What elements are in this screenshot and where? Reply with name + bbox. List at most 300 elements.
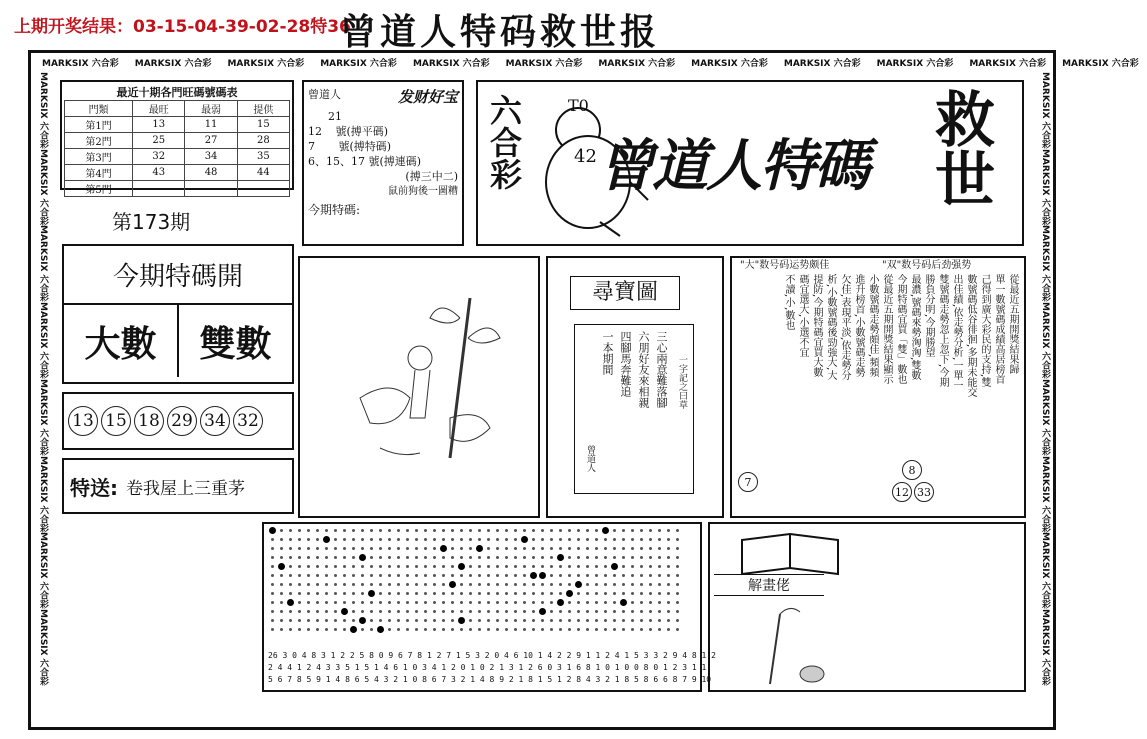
- grid-dot: [352, 565, 355, 568]
- grid-dot: [280, 583, 283, 586]
- article-column: 小數號碼走勢頗佳,頻頻: [867, 274, 878, 378]
- hint-cell: 48: [185, 165, 237, 181]
- grid-dot: [640, 556, 643, 559]
- grid-dot: [442, 583, 445, 586]
- grid-dot: [604, 619, 607, 622]
- fortune-footer: 鼠前狗後一圖糟: [388, 186, 458, 197]
- grid-dot: [451, 556, 454, 559]
- grid-dot: [631, 628, 634, 631]
- grid-dot: [557, 599, 564, 606]
- grid-dot: [397, 610, 400, 613]
- grid-dot: [505, 565, 508, 568]
- grid-dot: [550, 547, 553, 550]
- grid-dot: [370, 529, 373, 532]
- grid-dot: [622, 556, 625, 559]
- grid-dot: [469, 529, 472, 532]
- grid-dot: [469, 619, 472, 622]
- grid-dot: [325, 556, 328, 559]
- grid-dot: [433, 583, 436, 586]
- stripe-label: MARKSIX 六合彩: [598, 59, 676, 69]
- hint-cell: 25: [133, 133, 185, 149]
- grid-dot: [532, 529, 535, 532]
- grid-dot: [568, 628, 571, 631]
- grid-dot: [388, 547, 391, 550]
- grid-dot: [613, 556, 616, 559]
- grid-dot: [676, 601, 679, 604]
- hint-cell: 第1門: [65, 117, 133, 133]
- grid-dot: [289, 610, 292, 613]
- grid-dot: [343, 592, 346, 595]
- grid-dot: [361, 538, 364, 541]
- grid-dot: [289, 529, 292, 532]
- grid-dot: [271, 556, 274, 559]
- grid-dot: [658, 592, 661, 595]
- grid-dot: [325, 547, 328, 550]
- grid-dot: [676, 574, 679, 577]
- grid-dot: [550, 619, 553, 622]
- grid-dot: [595, 583, 598, 586]
- grid-dot: [622, 529, 625, 532]
- special-open-left: 大數: [64, 305, 179, 377]
- grid-dot: [676, 628, 679, 631]
- grid-dot: [586, 619, 589, 622]
- grid-dot: [280, 574, 283, 577]
- grid-dot: [514, 574, 517, 577]
- grid-dot: [577, 628, 580, 631]
- grid-dot: [496, 556, 499, 559]
- article-column: 從最近五期開獎結果顯示: [881, 274, 892, 384]
- grid-dot: [658, 565, 661, 568]
- grid-dot: [377, 626, 384, 633]
- grid-dot: [604, 547, 607, 550]
- hint-table-box: [60, 80, 294, 196]
- grid-dot: [595, 556, 598, 559]
- article-column: 今期特碼宜買「雙」數也: [895, 274, 906, 384]
- hint-cell: [237, 181, 289, 197]
- grid-dot: [649, 574, 652, 577]
- grid-dot: [424, 619, 427, 622]
- grid-dot: [658, 556, 661, 559]
- hint-cell: 34: [185, 149, 237, 165]
- grid-dot: [532, 538, 535, 541]
- grid-dot: [406, 529, 409, 532]
- grid-dot: [316, 574, 319, 577]
- grid-dot: [334, 628, 337, 631]
- grid-dot: [397, 592, 400, 595]
- grid-dot: [352, 601, 355, 604]
- article-column: 最濃,號碼來勢洶洶,雙數: [909, 274, 920, 381]
- grid-dot: [280, 538, 283, 541]
- trend-dot-grid: [264, 524, 700, 636]
- grid-dot: [613, 538, 616, 541]
- grid-dot: [406, 556, 409, 559]
- grid-dot: [523, 547, 526, 550]
- article-ball: 12: [892, 482, 912, 502]
- grid-dot: [359, 617, 366, 624]
- grid-dot: [397, 565, 400, 568]
- stripe-label: MARKSIX 六合彩: [505, 59, 583, 69]
- grid-dot: [433, 529, 436, 532]
- grid-dot: [325, 583, 328, 586]
- grid-dot: [442, 565, 445, 568]
- grid-dot: [298, 574, 301, 577]
- grid-dot: [298, 592, 301, 595]
- grid-dot: [667, 583, 670, 586]
- grid-dot: [640, 583, 643, 586]
- grid-dot: [568, 565, 571, 568]
- grid-dot: [622, 583, 625, 586]
- grid-dot: [289, 628, 292, 631]
- grid-dot: [334, 610, 337, 613]
- grid-dot: [568, 556, 571, 559]
- article-column: 從最近五期開獎結果歸: [1007, 274, 1018, 374]
- grid-dot: [631, 592, 634, 595]
- grid-dot: [478, 610, 481, 613]
- grid-dot: [613, 628, 616, 631]
- grid-dot: [613, 601, 616, 604]
- grid-dot: [271, 574, 274, 577]
- grid-dot: [577, 619, 580, 622]
- grid-dot: [640, 529, 643, 532]
- stripe-label: MARKSIX 六合彩: [38, 609, 48, 686]
- grid-dot: [595, 547, 598, 550]
- fortune-num: 7: [308, 140, 315, 153]
- stripe-label: MARKSIX 六合彩: [227, 59, 305, 69]
- grid-dot: [343, 538, 346, 541]
- grid-dot: [559, 619, 562, 622]
- grid-dot: [415, 592, 418, 595]
- grid-dot: [622, 610, 625, 613]
- grid-dot: [278, 563, 285, 570]
- article-column: 欠佳,表現平淡,依走勢分: [839, 274, 850, 381]
- grid-dot: [523, 583, 526, 586]
- grid-dot: [451, 529, 454, 532]
- article-column: 己得到廣大彩民的支持,雙: [979, 274, 990, 388]
- grid-dot: [586, 610, 589, 613]
- grid-dot: [352, 583, 355, 586]
- book-icon: [740, 530, 840, 578]
- grid-dot: [388, 556, 391, 559]
- grid-dot: [460, 601, 463, 604]
- grid-dot: [460, 529, 463, 532]
- grid-dot: [631, 565, 634, 568]
- grid-dot: [280, 556, 283, 559]
- grid-dot: [640, 565, 643, 568]
- stripe-label: MARKSIX 六合彩: [320, 59, 397, 69]
- grid-dot: [370, 610, 373, 613]
- fortune-text: 號(搏特碼): [338, 140, 392, 153]
- grid-dot: [307, 610, 310, 613]
- hint-cell: 11: [185, 117, 237, 133]
- grid-dot: [271, 619, 274, 622]
- grid-dot: [397, 628, 400, 631]
- grid-dot: [631, 574, 634, 577]
- grid-dot: [557, 554, 564, 561]
- grid-dot: [388, 574, 391, 577]
- grid-dot: [496, 574, 499, 577]
- grid-dot: [539, 608, 546, 615]
- grid-dot: [325, 565, 328, 568]
- grid-dot: [478, 538, 481, 541]
- grid-dot: [541, 619, 544, 622]
- grid-dot: [388, 610, 391, 613]
- grid-dot: [415, 538, 418, 541]
- grid-dot: [487, 574, 490, 577]
- grid-dot: [298, 565, 301, 568]
- hint-header: 最旺: [133, 101, 185, 117]
- grid-dot: [469, 583, 472, 586]
- grid-dot: [559, 628, 562, 631]
- stripe-label: MARKSIX 六合彩: [1040, 609, 1050, 686]
- grid-dot: [451, 628, 454, 631]
- grid-dot: [280, 592, 283, 595]
- grid-dot: [415, 583, 418, 586]
- grid-dot: [602, 527, 609, 534]
- grid-dot: [334, 601, 337, 604]
- today-special-label: 今期特碼:: [308, 203, 361, 217]
- banner-left-text: 六合彩: [485, 94, 523, 190]
- grid-dot: [334, 538, 337, 541]
- grid-dot: [307, 583, 310, 586]
- grid-dot: [539, 572, 546, 579]
- grid-dot: [271, 583, 274, 586]
- grid-dot: [649, 529, 652, 532]
- grid-dot: [397, 574, 400, 577]
- grid-dot: [343, 628, 346, 631]
- grid-dot: [613, 592, 616, 595]
- fortune-brand: 曾道人: [308, 88, 341, 101]
- article-column: 勝負分明,今期勝望: [923, 274, 934, 358]
- grid-dot: [631, 619, 634, 622]
- hint-cell: 第2門: [65, 133, 133, 149]
- top-stripe: [34, 56, 1139, 70]
- special-open-right: 雙數: [199, 323, 272, 365]
- grid-dot: [415, 547, 418, 550]
- grid-dot: [449, 581, 456, 588]
- hint-cell: 32: [133, 149, 185, 165]
- grid-dot: [676, 565, 679, 568]
- article-subtitle-right: "双"数号码后劲强势: [882, 260, 972, 271]
- grid-dot: [271, 601, 274, 604]
- grid-dot: [586, 556, 589, 559]
- hint-cell: [185, 181, 237, 197]
- grid-dot: [568, 610, 571, 613]
- grid-dot: [532, 619, 535, 622]
- grid-dot: [521, 536, 528, 543]
- grid-dot: [298, 619, 301, 622]
- grid-dot: [595, 529, 598, 532]
- grid-dot: [359, 554, 366, 561]
- grid-dot: [541, 592, 544, 595]
- grid-dot: [640, 592, 643, 595]
- grid-dot: [397, 583, 400, 586]
- grid-dot: [613, 583, 616, 586]
- grid-dot: [541, 565, 544, 568]
- special-open-heading: 今期特碼開: [112, 262, 243, 292]
- grid-dot: [415, 556, 418, 559]
- fortune-title: 发财好宝: [397, 88, 458, 106]
- grid-dot: [271, 628, 274, 631]
- riddle-box: [708, 522, 1026, 692]
- grid-dot: [406, 601, 409, 604]
- hint-table-title: 最近十期各門旺碼號碼表: [116, 86, 238, 99]
- grid-dot: [487, 601, 490, 604]
- grid-dot: [397, 547, 400, 550]
- grid-dot: [613, 574, 616, 577]
- grid-dot: [532, 565, 535, 568]
- grid-dot: [505, 574, 508, 577]
- fortune-text: 號(搏連碼): [368, 155, 422, 168]
- gift-text: 卷我屋上三重茅: [126, 478, 245, 499]
- stripe-label: MARKSIX 六合彩: [38, 455, 48, 533]
- treasure-verse: 三心兩意難落腳: [655, 331, 668, 408]
- grid-dot: [595, 538, 598, 541]
- grid-dot: [280, 547, 283, 550]
- stripe-label: MARKSIX 六合彩: [691, 59, 768, 69]
- grid-dot: [379, 592, 382, 595]
- grid-dot: [298, 529, 301, 532]
- grid-dot: [388, 592, 391, 595]
- article-column: 碼宜選大,小選不宜: [797, 274, 808, 358]
- stripe-label: MARKSIX 六合彩: [38, 225, 48, 303]
- stripe-label: MARKSIX 六合彩: [1040, 148, 1050, 226]
- grid-dot: [667, 628, 670, 631]
- grid-dot: [478, 583, 481, 586]
- grid-dot: [433, 547, 436, 550]
- grid-dot: [370, 583, 373, 586]
- grid-dot: [658, 547, 661, 550]
- grid-dot: [568, 538, 571, 541]
- article-columns: [782, 274, 1018, 474]
- grid-dot: [289, 592, 292, 595]
- grid-dot: [451, 601, 454, 604]
- grid-dot: [577, 574, 580, 577]
- grid-dot: [289, 619, 292, 622]
- grid-dot: [604, 601, 607, 604]
- grid-dot: [622, 628, 625, 631]
- number-ball: 15: [101, 406, 131, 436]
- grid-dot: [271, 610, 274, 613]
- treasure-note: 一字記之曰草: [677, 355, 687, 409]
- grid-dot: [514, 565, 517, 568]
- grid-dot: [460, 628, 463, 631]
- grid-dot: [316, 592, 319, 595]
- grid-dot: [460, 592, 463, 595]
- hint-cell: 28: [237, 133, 289, 149]
- grid-dot: [676, 619, 679, 622]
- grid-dot: [334, 583, 337, 586]
- grid-dot: [379, 583, 382, 586]
- grid-dot: [271, 565, 274, 568]
- fortune-num: 6、15、17: [308, 155, 365, 168]
- grid-dot: [469, 547, 472, 550]
- grid-dot: [640, 610, 643, 613]
- grid-dot: [613, 547, 616, 550]
- grid-dot: [541, 583, 544, 586]
- grid-dot: [505, 529, 508, 532]
- treasure-scroll: [574, 324, 694, 494]
- grid-dot: [559, 583, 562, 586]
- stripe-label: MARKSIX 六合彩: [1040, 225, 1050, 303]
- grid-dot: [361, 565, 364, 568]
- hint-cell: [133, 181, 185, 197]
- grid-dot: [505, 592, 508, 595]
- grid-dot: [613, 610, 616, 613]
- last-result-text: 上期开奖结果：03-15-04-39-02-28特36: [14, 17, 351, 37]
- grid-dot: [505, 556, 508, 559]
- grid-dot: [406, 574, 409, 577]
- grid-dot: [667, 610, 670, 613]
- grid-dot: [541, 601, 544, 604]
- grid-number-row: 5 6 7 8 5 9 1 4 8 6 5 4 3 2 1 0 8 6 7 3 2 1 4 8 9 2 1 8 1 5 1 2 8 4 3 2 1 8 5 8 6 6 8 7 9 10: [268, 675, 712, 684]
- grid-dot: [523, 619, 526, 622]
- grid-dot: [620, 599, 627, 606]
- grid-dot: [325, 574, 328, 577]
- grid-dot: [343, 583, 346, 586]
- grid-dot: [559, 592, 562, 595]
- stripe-label: MARKSIX 六合彩: [1040, 302, 1050, 379]
- grid-dot: [595, 628, 598, 631]
- grid-dot: [505, 538, 508, 541]
- stripe-label: MARKSIX 六合彩: [1040, 532, 1050, 610]
- grid-dot: [487, 619, 490, 622]
- grid-dot: [280, 601, 283, 604]
- stripe-label: MARKSIX 六合彩: [1062, 59, 1139, 69]
- grid-dot: [433, 610, 436, 613]
- article-column: 提防,今期特碼宜買大數: [811, 274, 822, 378]
- grid-dot: [595, 592, 598, 595]
- grid-dot: [622, 538, 625, 541]
- fortune-text: 號(搏平碼): [335, 125, 389, 138]
- grid-dot: [307, 565, 310, 568]
- grid-dot: [325, 529, 328, 532]
- grid-dot: [368, 590, 375, 597]
- number-ball: 34: [200, 406, 230, 436]
- grid-dot: [289, 565, 292, 568]
- number-ball: 13: [68, 406, 98, 436]
- hint-cell: 27: [185, 133, 237, 149]
- article-column: 數號碼低谷徘徊,多期未能交: [965, 274, 976, 398]
- grid-dot: [640, 538, 643, 541]
- grid-dot: [343, 565, 346, 568]
- grid-dot: [577, 538, 580, 541]
- grid-dot: [523, 556, 526, 559]
- grid-dot: [442, 610, 445, 613]
- grid-dot: [451, 592, 454, 595]
- grid-dot: [451, 538, 454, 541]
- grid-dot: [487, 538, 490, 541]
- stripe-label: MARKSIX 六合彩: [38, 72, 48, 149]
- stripe-label: MARKSIX 六合彩: [38, 532, 48, 610]
- grid-dot: [460, 556, 463, 559]
- banner-right-text: 救世: [925, 88, 995, 208]
- grid-dot: [451, 574, 454, 577]
- grid-dot: [532, 601, 535, 604]
- grid-dot: [505, 547, 508, 550]
- grid-dot: [469, 628, 472, 631]
- grid-dot: [343, 574, 346, 577]
- grid-dot: [478, 565, 481, 568]
- grid-dot: [505, 619, 508, 622]
- grid-dot: [649, 538, 652, 541]
- grid-dot: [514, 610, 517, 613]
- grid-dot: [460, 547, 463, 550]
- grid-dot: [397, 619, 400, 622]
- grid-dot: [316, 547, 319, 550]
- grid-dot: [523, 610, 526, 613]
- article-ball: 33: [914, 482, 934, 502]
- grid-dot: [307, 592, 310, 595]
